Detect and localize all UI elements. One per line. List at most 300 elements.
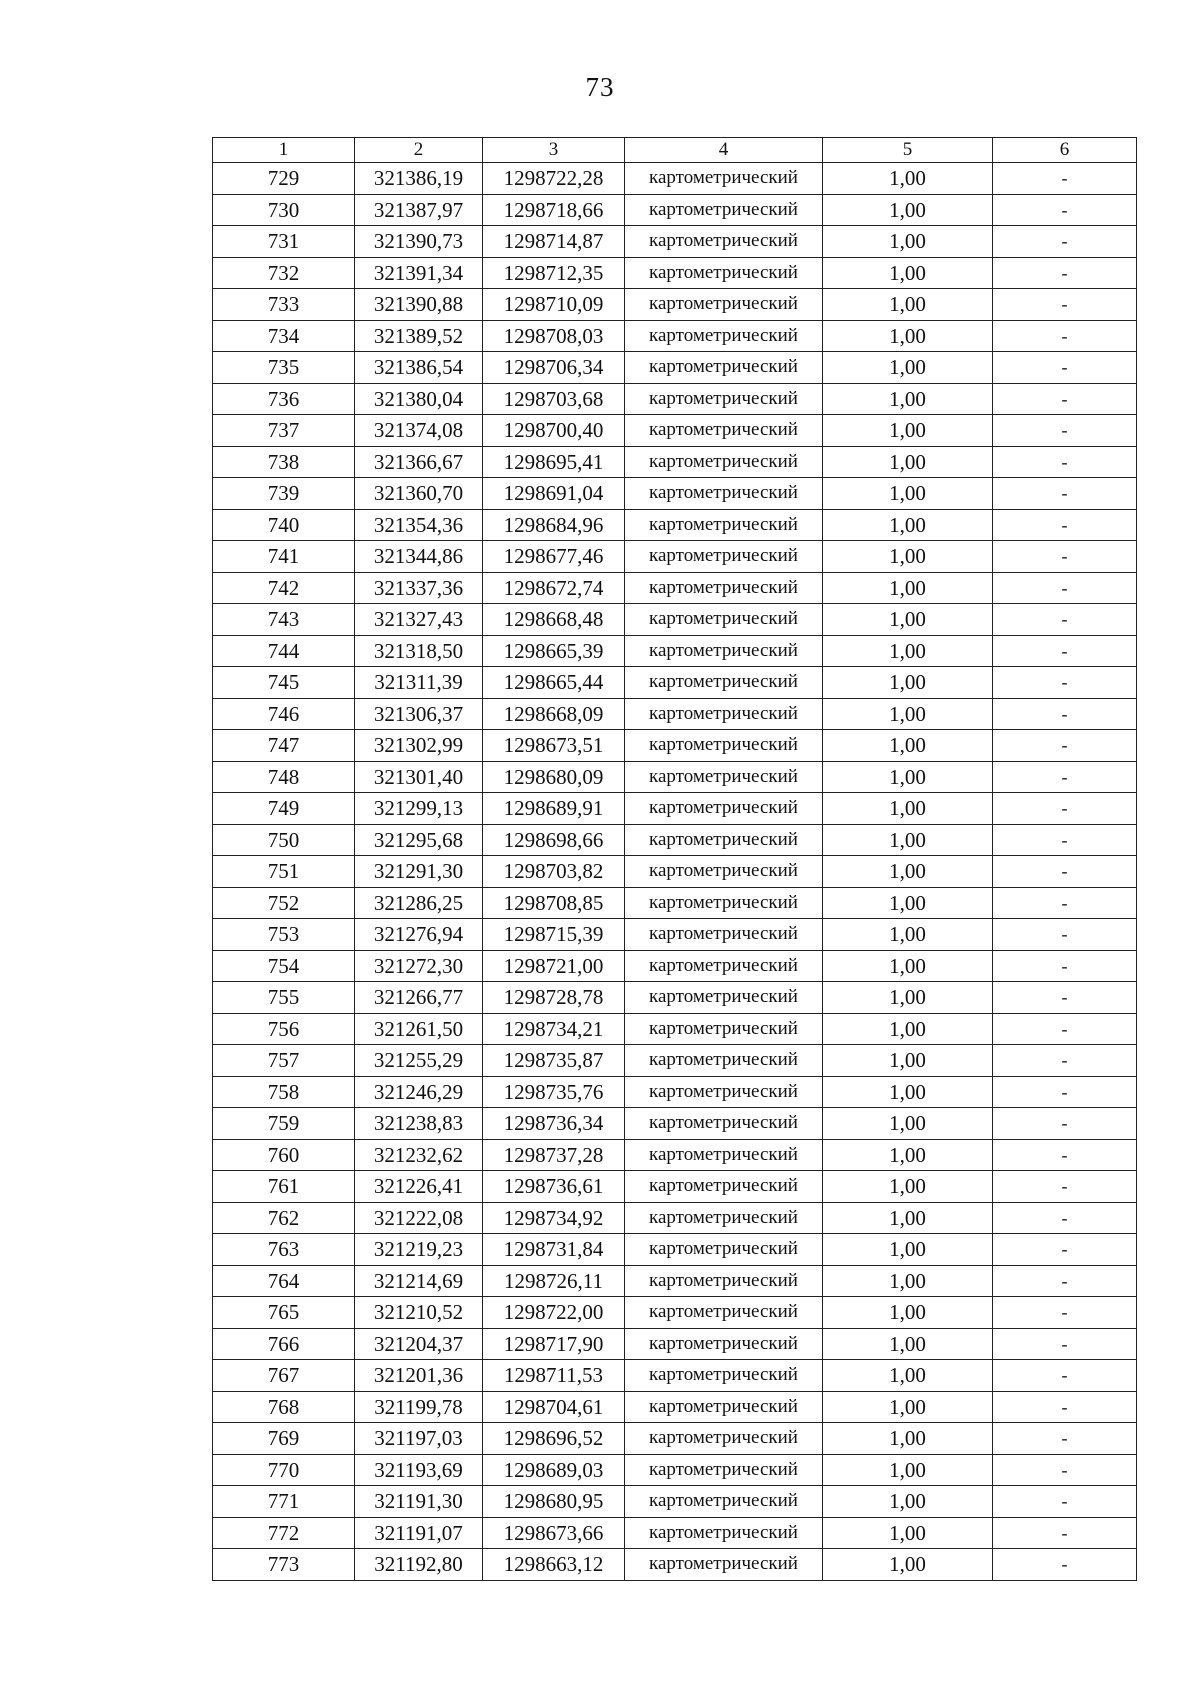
point-number-cell: 772	[213, 1517, 355, 1549]
method-cell: картометрический	[625, 415, 823, 447]
table-row	[213, 289, 1137, 321]
method-cell: картометрический	[625, 1265, 823, 1297]
method-cell: картометрический	[625, 761, 823, 793]
y-coordinate-cell: 1298718,66	[483, 194, 625, 226]
point-number-cell: 760	[213, 1139, 355, 1171]
point-number-cell: 742	[213, 572, 355, 604]
point-number-cell: 753	[213, 919, 355, 951]
accuracy-cell: 1,00	[823, 509, 993, 541]
accuracy-cell: 1,00	[823, 1234, 993, 1266]
method-cell: картометрический	[625, 824, 823, 856]
method-cell: картометрический	[625, 1045, 823, 1077]
table-row	[213, 257, 1137, 289]
y-coordinate-cell: 1298712,35	[483, 257, 625, 289]
point-number-cell: 771	[213, 1486, 355, 1518]
accuracy-cell: 1,00	[823, 1171, 993, 1203]
table-row	[213, 226, 1137, 258]
method-cell: картометрический	[625, 572, 823, 604]
note-cell: -	[993, 1265, 1137, 1297]
y-coordinate-cell: 1298680,09	[483, 761, 625, 793]
x-coordinate-cell: 321201,36	[355, 1360, 483, 1392]
x-coordinate-cell: 321266,77	[355, 982, 483, 1014]
table-row	[213, 1013, 1137, 1045]
accuracy-cell: 1,00	[823, 982, 993, 1014]
coordinates-table-wrapper	[212, 137, 1136, 1581]
note-cell: -	[993, 1391, 1137, 1423]
method-cell: картометрический	[625, 667, 823, 699]
point-number-cell: 759	[213, 1108, 355, 1140]
table-row	[213, 509, 1137, 541]
method-cell: картометрический	[625, 163, 823, 195]
method-cell: картометрический	[625, 383, 823, 415]
table-row	[213, 1391, 1137, 1423]
note-cell: -	[993, 1486, 1137, 1518]
method-cell: картометрический	[625, 887, 823, 919]
accuracy-cell: 1,00	[823, 257, 993, 289]
accuracy-cell: 1,00	[823, 698, 993, 730]
accuracy-cell: 1,00	[823, 730, 993, 762]
accuracy-cell: 1,00	[823, 352, 993, 384]
y-coordinate-cell: 1298722,00	[483, 1297, 625, 1329]
method-cell: картометрический	[625, 289, 823, 321]
table-row	[213, 887, 1137, 919]
accuracy-cell: 1,00	[823, 1297, 993, 1329]
accuracy-cell: 1,00	[823, 446, 993, 478]
x-coordinate-cell: 321193,69	[355, 1454, 483, 1486]
point-number-cell: 763	[213, 1234, 355, 1266]
note-cell: -	[993, 1045, 1137, 1077]
point-number-cell: 770	[213, 1454, 355, 1486]
note-cell: -	[993, 541, 1137, 573]
accuracy-cell: 1,00	[823, 1076, 993, 1108]
table-row	[213, 761, 1137, 793]
y-coordinate-cell: 1298680,95	[483, 1486, 625, 1518]
accuracy-cell: 1,00	[823, 1328, 993, 1360]
accuracy-cell: 1,00	[823, 667, 993, 699]
point-number-cell: 761	[213, 1171, 355, 1203]
method-cell: картометрический	[625, 730, 823, 762]
note-cell: -	[993, 194, 1137, 226]
note-cell: -	[993, 163, 1137, 195]
point-number-cell: 768	[213, 1391, 355, 1423]
accuracy-cell: 1,00	[823, 541, 993, 573]
note-cell: -	[993, 1076, 1137, 1108]
accuracy-cell: 1,00	[823, 1423, 993, 1455]
y-coordinate-cell: 1298684,96	[483, 509, 625, 541]
note-cell: -	[993, 415, 1137, 447]
table-row	[213, 1297, 1137, 1329]
y-coordinate-cell: 1298737,28	[483, 1139, 625, 1171]
accuracy-cell: 1,00	[823, 761, 993, 793]
point-number-cell: 735	[213, 352, 355, 384]
x-coordinate-cell: 321380,04	[355, 383, 483, 415]
x-coordinate-cell: 321222,08	[355, 1202, 483, 1234]
method-cell: картометрический	[625, 1076, 823, 1108]
note-cell: -	[993, 446, 1137, 478]
y-coordinate-cell: 1298672,74	[483, 572, 625, 604]
y-coordinate-cell: 1298736,34	[483, 1108, 625, 1140]
x-coordinate-cell: 321226,41	[355, 1171, 483, 1203]
table-row	[213, 1360, 1137, 1392]
x-coordinate-cell: 321192,80	[355, 1549, 483, 1581]
note-cell: -	[993, 982, 1137, 1014]
accuracy-cell: 1,00	[823, 887, 993, 919]
note-cell: -	[993, 1013, 1137, 1045]
note-cell: -	[993, 604, 1137, 636]
note-cell: -	[993, 1454, 1137, 1486]
column-header-3: 3	[483, 138, 625, 163]
x-coordinate-cell: 321389,52	[355, 320, 483, 352]
table-row	[213, 1423, 1137, 1455]
point-number-cell: 766	[213, 1328, 355, 1360]
y-coordinate-cell: 1298714,87	[483, 226, 625, 258]
table-row	[213, 1045, 1137, 1077]
accuracy-cell: 1,00	[823, 1108, 993, 1140]
point-number-cell: 740	[213, 509, 355, 541]
point-number-cell: 756	[213, 1013, 355, 1045]
table-row	[213, 1265, 1137, 1297]
table-row	[213, 383, 1137, 415]
table-row	[213, 320, 1137, 352]
note-cell: -	[993, 1549, 1137, 1581]
table-row	[213, 1549, 1137, 1581]
y-coordinate-cell: 1298668,48	[483, 604, 625, 636]
note-cell: -	[993, 698, 1137, 730]
accuracy-cell: 1,00	[823, 919, 993, 951]
method-cell: картометрический	[625, 541, 823, 573]
table-row	[213, 478, 1137, 510]
note-cell: -	[993, 730, 1137, 762]
y-coordinate-cell: 1298703,82	[483, 856, 625, 888]
note-cell: -	[993, 887, 1137, 919]
table-row	[213, 1202, 1137, 1234]
x-coordinate-cell: 321318,50	[355, 635, 483, 667]
table-row	[213, 1234, 1137, 1266]
table-row	[213, 1517, 1137, 1549]
accuracy-cell: 1,00	[823, 856, 993, 888]
accuracy-cell: 1,00	[823, 1265, 993, 1297]
accuracy-cell: 1,00	[823, 950, 993, 982]
note-cell: -	[993, 320, 1137, 352]
point-number-cell: 757	[213, 1045, 355, 1077]
method-cell: картометрический	[625, 635, 823, 667]
y-coordinate-cell: 1298717,90	[483, 1328, 625, 1360]
point-number-cell: 752	[213, 887, 355, 919]
method-cell: картометрический	[625, 1013, 823, 1045]
accuracy-cell: 1,00	[823, 226, 993, 258]
x-coordinate-cell: 321374,08	[355, 415, 483, 447]
method-cell: картометрический	[625, 1202, 823, 1234]
column-header-6: 6	[993, 138, 1137, 163]
point-number-cell: 754	[213, 950, 355, 982]
point-number-cell: 738	[213, 446, 355, 478]
method-cell: картометрический	[625, 950, 823, 982]
y-coordinate-cell: 1298677,46	[483, 541, 625, 573]
point-number-cell: 732	[213, 257, 355, 289]
x-coordinate-cell: 321337,36	[355, 572, 483, 604]
method-cell: картометрический	[625, 1454, 823, 1486]
note-cell: -	[993, 950, 1137, 982]
note-cell: -	[993, 289, 1137, 321]
x-coordinate-cell: 321210,52	[355, 1297, 483, 1329]
y-coordinate-cell: 1298696,52	[483, 1423, 625, 1455]
y-coordinate-cell: 1298689,03	[483, 1454, 625, 1486]
x-coordinate-cell: 321366,67	[355, 446, 483, 478]
x-coordinate-cell: 321311,39	[355, 667, 483, 699]
method-cell: картометрический	[625, 1423, 823, 1455]
y-coordinate-cell: 1298728,78	[483, 982, 625, 1014]
table-body	[213, 163, 1137, 1581]
table-row	[213, 824, 1137, 856]
x-coordinate-cell: 321301,40	[355, 761, 483, 793]
note-cell: -	[993, 1423, 1137, 1455]
accuracy-cell: 1,00	[823, 635, 993, 667]
point-number-cell: 736	[213, 383, 355, 415]
x-coordinate-cell: 321261,50	[355, 1013, 483, 1045]
note-cell: -	[993, 1360, 1137, 1392]
point-number-cell: 743	[213, 604, 355, 636]
x-coordinate-cell: 321246,29	[355, 1076, 483, 1108]
y-coordinate-cell: 1298689,91	[483, 793, 625, 825]
x-coordinate-cell: 321204,37	[355, 1328, 483, 1360]
x-coordinate-cell: 321354,36	[355, 509, 483, 541]
accuracy-cell: 1,00	[823, 194, 993, 226]
column-header-4: 4	[625, 138, 823, 163]
x-coordinate-cell: 321327,43	[355, 604, 483, 636]
note-cell: -	[993, 1517, 1137, 1549]
note-cell: -	[993, 761, 1137, 793]
x-coordinate-cell: 321214,69	[355, 1265, 483, 1297]
point-number-cell: 758	[213, 1076, 355, 1108]
y-coordinate-cell: 1298704,61	[483, 1391, 625, 1423]
x-coordinate-cell: 321386,19	[355, 163, 483, 195]
note-cell: -	[993, 1297, 1137, 1329]
x-coordinate-cell: 321238,83	[355, 1108, 483, 1140]
point-number-cell: 746	[213, 698, 355, 730]
accuracy-cell: 1,00	[823, 478, 993, 510]
x-coordinate-cell: 321391,34	[355, 257, 483, 289]
x-coordinate-cell: 321191,07	[355, 1517, 483, 1549]
method-cell: картометрический	[625, 698, 823, 730]
accuracy-cell: 1,00	[823, 604, 993, 636]
accuracy-cell: 1,00	[823, 1360, 993, 1392]
note-cell: -	[993, 856, 1137, 888]
point-number-cell: 734	[213, 320, 355, 352]
method-cell: картометрический	[625, 478, 823, 510]
x-coordinate-cell: 321306,37	[355, 698, 483, 730]
note-cell: -	[993, 1139, 1137, 1171]
note-cell: -	[993, 1108, 1137, 1140]
accuracy-cell: 1,00	[823, 320, 993, 352]
accuracy-cell: 1,00	[823, 1139, 993, 1171]
y-coordinate-cell: 1298735,76	[483, 1076, 625, 1108]
method-cell: картометрический	[625, 1549, 823, 1581]
x-coordinate-cell: 321219,23	[355, 1234, 483, 1266]
x-coordinate-cell: 321386,54	[355, 352, 483, 384]
x-coordinate-cell: 321232,62	[355, 1139, 483, 1171]
note-cell: -	[993, 352, 1137, 384]
point-number-cell: 730	[213, 194, 355, 226]
y-coordinate-cell: 1298708,03	[483, 320, 625, 352]
method-cell: картометрический	[625, 257, 823, 289]
method-cell: картометрический	[625, 320, 823, 352]
accuracy-cell: 1,00	[823, 1486, 993, 1518]
point-number-cell: 769	[213, 1423, 355, 1455]
accuracy-cell: 1,00	[823, 1013, 993, 1045]
y-coordinate-cell: 1298736,61	[483, 1171, 625, 1203]
x-coordinate-cell: 321286,25	[355, 887, 483, 919]
point-number-cell: 750	[213, 824, 355, 856]
page-number: 73	[585, 72, 615, 102]
accuracy-cell: 1,00	[823, 1517, 993, 1549]
y-coordinate-cell: 1298734,21	[483, 1013, 625, 1045]
note-cell: -	[993, 1202, 1137, 1234]
column-header-5: 5	[823, 138, 993, 163]
point-number-cell: 733	[213, 289, 355, 321]
point-number-cell: 755	[213, 982, 355, 1014]
accuracy-cell: 1,00	[823, 1202, 993, 1234]
table-row	[213, 1328, 1137, 1360]
table-row	[213, 1076, 1137, 1108]
y-coordinate-cell: 1298721,00	[483, 950, 625, 982]
y-coordinate-cell: 1298715,39	[483, 919, 625, 951]
point-number-cell: 747	[213, 730, 355, 762]
x-coordinate-cell: 321197,03	[355, 1423, 483, 1455]
point-number-cell: 737	[213, 415, 355, 447]
point-number-cell: 731	[213, 226, 355, 258]
table-row	[213, 1454, 1137, 1486]
note-cell: -	[993, 824, 1137, 856]
method-cell: картометрический	[625, 1108, 823, 1140]
x-coordinate-cell: 321291,30	[355, 856, 483, 888]
accuracy-cell: 1,00	[823, 793, 993, 825]
column-header-2: 2	[355, 138, 483, 163]
table-row	[213, 446, 1137, 478]
table-row	[213, 1171, 1137, 1203]
y-coordinate-cell: 1298726,11	[483, 1265, 625, 1297]
point-number-cell: 751	[213, 856, 355, 888]
note-cell: -	[993, 919, 1137, 951]
y-coordinate-cell: 1298673,51	[483, 730, 625, 762]
table-row	[213, 1108, 1137, 1140]
method-cell: картометрический	[625, 793, 823, 825]
x-coordinate-cell: 321276,94	[355, 919, 483, 951]
table-row	[213, 950, 1137, 982]
table-row	[213, 730, 1137, 762]
note-cell: -	[993, 667, 1137, 699]
method-cell: картометрический	[625, 919, 823, 951]
accuracy-cell: 1,00	[823, 1391, 993, 1423]
table-row	[213, 541, 1137, 573]
table-row	[213, 194, 1137, 226]
method-cell: картометрический	[625, 1360, 823, 1392]
table-row	[213, 793, 1137, 825]
accuracy-cell: 1,00	[823, 163, 993, 195]
note-cell: -	[993, 1234, 1137, 1266]
x-coordinate-cell: 321255,29	[355, 1045, 483, 1077]
accuracy-cell: 1,00	[823, 1549, 993, 1581]
y-coordinate-cell: 1298663,12	[483, 1549, 625, 1581]
method-cell: картометрический	[625, 352, 823, 384]
accuracy-cell: 1,00	[823, 824, 993, 856]
accuracy-cell: 1,00	[823, 415, 993, 447]
method-cell: картометрический	[625, 1297, 823, 1329]
point-number-cell: 744	[213, 635, 355, 667]
header-row	[213, 138, 1137, 163]
point-number-cell: 773	[213, 1549, 355, 1581]
x-coordinate-cell: 321199,78	[355, 1391, 483, 1423]
table-row	[213, 1486, 1137, 1518]
table-row	[213, 352, 1137, 384]
note-cell: -	[993, 478, 1137, 510]
y-coordinate-cell: 1298706,34	[483, 352, 625, 384]
point-number-cell: 748	[213, 761, 355, 793]
y-coordinate-cell: 1298711,53	[483, 1360, 625, 1392]
table-row	[213, 982, 1137, 1014]
method-cell: картометрический	[625, 1328, 823, 1360]
table-row	[213, 919, 1137, 951]
note-cell: -	[993, 572, 1137, 604]
method-cell: картометрический	[625, 1486, 823, 1518]
point-number-cell: 739	[213, 478, 355, 510]
accuracy-cell: 1,00	[823, 383, 993, 415]
point-number-cell: 767	[213, 1360, 355, 1392]
x-coordinate-cell: 321272,30	[355, 950, 483, 982]
y-coordinate-cell: 1298700,40	[483, 415, 625, 447]
method-cell: картометрический	[625, 1391, 823, 1423]
y-coordinate-cell: 1298710,09	[483, 289, 625, 321]
y-coordinate-cell: 1298665,39	[483, 635, 625, 667]
table-row	[213, 1139, 1137, 1171]
y-coordinate-cell: 1298734,92	[483, 1202, 625, 1234]
table-row	[213, 572, 1137, 604]
x-coordinate-cell: 321390,73	[355, 226, 483, 258]
x-coordinate-cell: 321360,70	[355, 478, 483, 510]
note-cell: -	[993, 1328, 1137, 1360]
accuracy-cell: 1,00	[823, 1454, 993, 1486]
y-coordinate-cell: 1298673,66	[483, 1517, 625, 1549]
note-cell: -	[993, 793, 1137, 825]
point-number-cell: 729	[213, 163, 355, 195]
note-cell: -	[993, 257, 1137, 289]
table-row	[213, 635, 1137, 667]
point-number-cell: 741	[213, 541, 355, 573]
note-cell: -	[993, 509, 1137, 541]
table-row	[213, 415, 1137, 447]
table-row	[213, 163, 1137, 195]
y-coordinate-cell: 1298698,66	[483, 824, 625, 856]
x-coordinate-cell: 321295,68	[355, 824, 483, 856]
y-coordinate-cell: 1298665,44	[483, 667, 625, 699]
y-coordinate-cell: 1298735,87	[483, 1045, 625, 1077]
y-coordinate-cell: 1298731,84	[483, 1234, 625, 1266]
x-coordinate-cell: 321191,30	[355, 1486, 483, 1518]
point-number-cell: 745	[213, 667, 355, 699]
method-cell: картометрический	[625, 509, 823, 541]
x-coordinate-cell: 321390,88	[355, 289, 483, 321]
point-number-cell: 749	[213, 793, 355, 825]
table-row	[213, 667, 1137, 699]
y-coordinate-cell: 1298722,28	[483, 163, 625, 195]
table-row	[213, 856, 1137, 888]
method-cell: картометрический	[625, 446, 823, 478]
y-coordinate-cell: 1298691,04	[483, 478, 625, 510]
method-cell: картометрический	[625, 856, 823, 888]
accuracy-cell: 1,00	[823, 572, 993, 604]
table-header	[213, 138, 1137, 163]
method-cell: картометрический	[625, 1234, 823, 1266]
x-coordinate-cell: 321299,13	[355, 793, 483, 825]
